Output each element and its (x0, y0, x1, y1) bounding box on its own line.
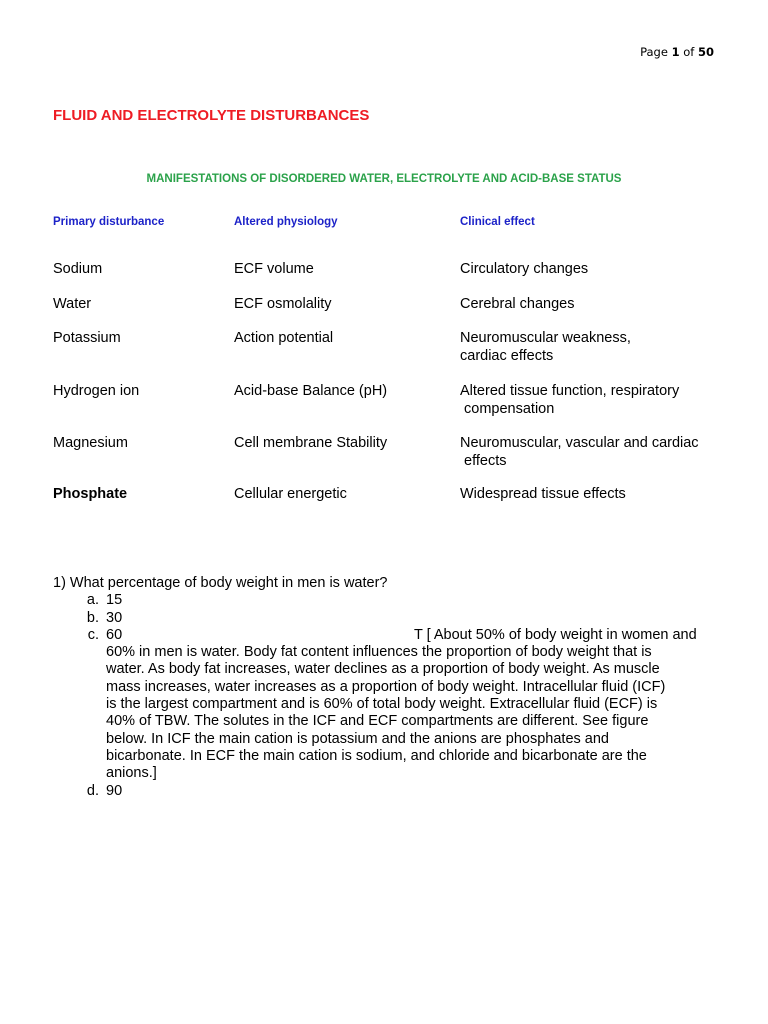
answer-option (53, 610, 713, 627)
document-title: FLUID AND ELECTROLYTE DISTURBANCES (53, 107, 370, 124)
option-letter: c. (87, 626, 99, 643)
answer-explanation-line: water. As body fat increases, water declines as a proportion of body weight. As muscle (106, 661, 660, 678)
table-cell-effect (460, 330, 631, 365)
table-cell-effect (460, 296, 574, 314)
table-cell-effect (460, 383, 679, 418)
answer-explanation-line: 60% in men is water. Body fat content influences the proportion of body weight that is (106, 644, 652, 661)
table-cell-effect (460, 261, 588, 279)
table-cell-physiology: Cellular energetic (234, 486, 347, 502)
answer-explanation-line: anions.] (106, 765, 157, 782)
answer-explanation-line: below. In ICF the main cation is potassium and the anions are phosphates and (106, 730, 609, 747)
table-title: MANIFESTATIONS OF DISORDERED WATER, ELECTROLYTE AND ACID-BASE STATUS (146, 173, 622, 185)
table-cell-physiology: Action potential (234, 330, 334, 346)
table-cell-disturbance: Phosphate (53, 486, 128, 502)
option-letter: a. (86, 592, 99, 609)
option-value: 30 (106, 609, 123, 626)
effect-line: Circulatory changes (460, 261, 589, 277)
answer-explanation-line: 40% of TBW. The solutes in the ICF and ECF compartments are different. See figure (106, 713, 649, 730)
answer-explanation-line: mass increases, water increases as a proportion of body weight. Intracellular fluid (ICF) (106, 678, 666, 695)
effect-line: compensation (460, 400, 555, 417)
effect-line: Widespread tissue effects (460, 486, 626, 502)
answer-explanation-line: bicarbonate. In ECF the main cation is sodium, and chloride and bicarbonate are the (106, 747, 647, 764)
question-block (53, 575, 713, 800)
answer-option (53, 627, 713, 783)
table-cell-physiology: ECF osmolality (234, 296, 332, 312)
table-cell-disturbance: Hydrogen ion (53, 383, 140, 399)
effect-line: Altered tissue function, respiratory (460, 383, 680, 399)
option-value: 15 (106, 592, 123, 609)
question-stem: 1) What percentage of body weight in men is water? (53, 575, 388, 591)
column-header-clinical-effect: Clinical effect (460, 216, 535, 228)
effect-line: cardiac effects (460, 347, 554, 364)
table-cell-effect (460, 435, 699, 470)
table-cell-disturbance: Sodium (53, 261, 103, 277)
option-value: 90 (106, 782, 123, 799)
option-letter: d. (86, 782, 99, 799)
answer-explanation-line: is the largest compartment and is 60% of total body weight. Extracellular fluid (ECF) is (106, 696, 658, 713)
column-header-altered-physiology: Altered physiology (234, 216, 338, 228)
effect-line: Neuromuscular weakness, (460, 330, 631, 346)
table-cell-effect (460, 486, 626, 504)
page-number (640, 45, 714, 59)
answer-explanation-start: T [ About 50% of body weight in women and (414, 626, 697, 643)
table-cell-physiology: Cell membrane Stability (234, 435, 388, 451)
page-number-separator: of (683, 45, 695, 59)
effect-line: Neuromuscular, vascular and cardiac (460, 435, 699, 451)
table-cell-physiology: ECF volume (234, 261, 314, 277)
table-cell-disturbance: Magnesium (53, 435, 128, 451)
table-cell-disturbance: Potassium (53, 330, 121, 346)
answer-option (53, 592, 713, 609)
effect-line: effects (460, 452, 507, 469)
page-number-prefix: Page (640, 45, 668, 59)
answer-option (53, 783, 713, 800)
column-header-primary-disturbance: Primary disturbance (53, 216, 165, 228)
option-letter: b. (86, 609, 99, 626)
page-number-total: 50 (697, 45, 714, 59)
option-value: 60 (106, 626, 123, 643)
page-number-current: 1 (671, 45, 680, 59)
table-cell-physiology: Acid-base Balance (pH) (234, 383, 388, 399)
effect-line: Cerebral changes (460, 296, 575, 312)
table-cell-disturbance: Water (53, 296, 92, 312)
